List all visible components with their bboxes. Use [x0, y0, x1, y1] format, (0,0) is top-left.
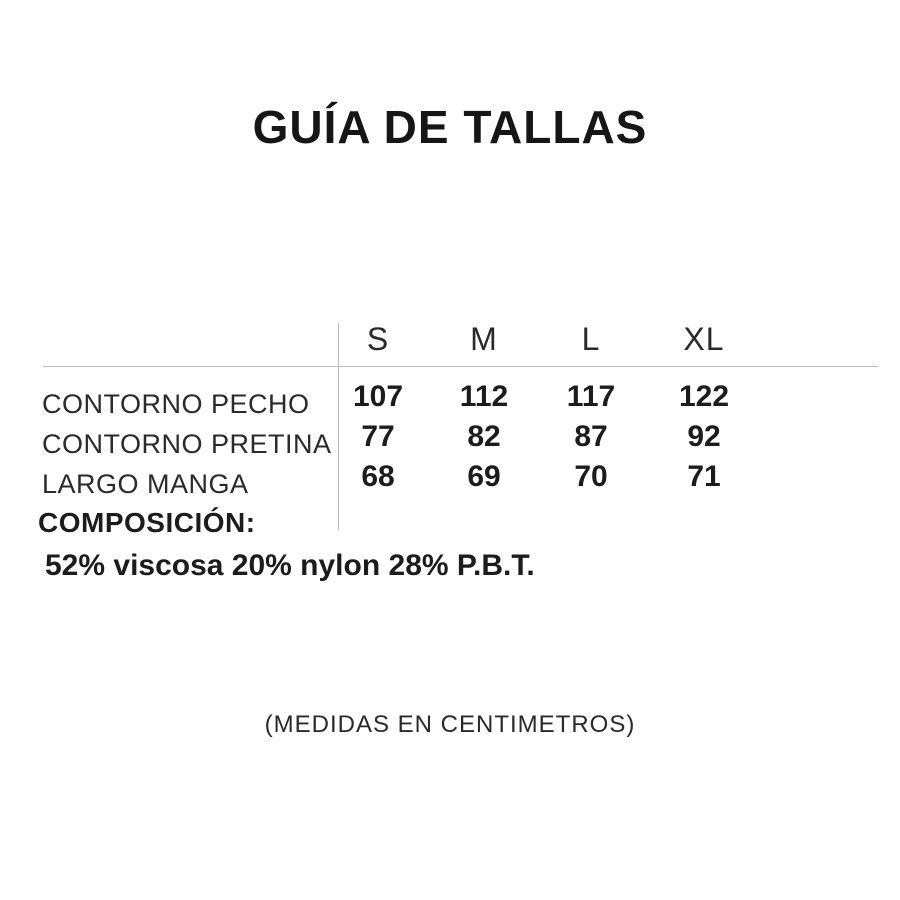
value-manga-s: 68: [361, 460, 395, 493]
value-pecho-l: 117: [566, 380, 616, 413]
table-horizontal-divider: [43, 366, 878, 367]
value-pretina-l: 87: [574, 420, 608, 453]
value-pretina-xl: 92: [687, 420, 721, 453]
composition-value: 52% viscosa 20% nylon 28% P.B.T.: [45, 549, 535, 582]
row-label-contorno-pecho: CONTORNO PECHO: [42, 389, 310, 419]
value-manga-l: 70: [574, 460, 608, 493]
value-pretina-s: 77: [361, 420, 395, 453]
value-manga-m: 69: [467, 460, 501, 493]
row-label-contorno-pretina: CONTORNO PRETINA: [42, 429, 332, 459]
size-column-header-xl: XL: [683, 321, 725, 357]
units-note: (MEDIDAS EN CENTIMETROS): [264, 711, 636, 738]
composition-heading: COMPOSICIÓN:: [38, 507, 256, 538]
value-pecho-xl: 122: [678, 380, 730, 413]
page-title: GUÍA DE TALLAS: [252, 101, 648, 153]
value-manga-xl: 71: [687, 460, 721, 493]
size-column-header-m: M: [470, 321, 498, 357]
size-column-header-l: L: [581, 321, 601, 357]
row-label-largo-manga: LARGO MANGA: [42, 469, 249, 499]
value-pecho-s: 107: [352, 380, 404, 413]
value-pretina-m: 82: [467, 420, 501, 453]
value-pecho-m: 112: [459, 380, 509, 413]
size-column-header-s: S: [366, 321, 390, 357]
